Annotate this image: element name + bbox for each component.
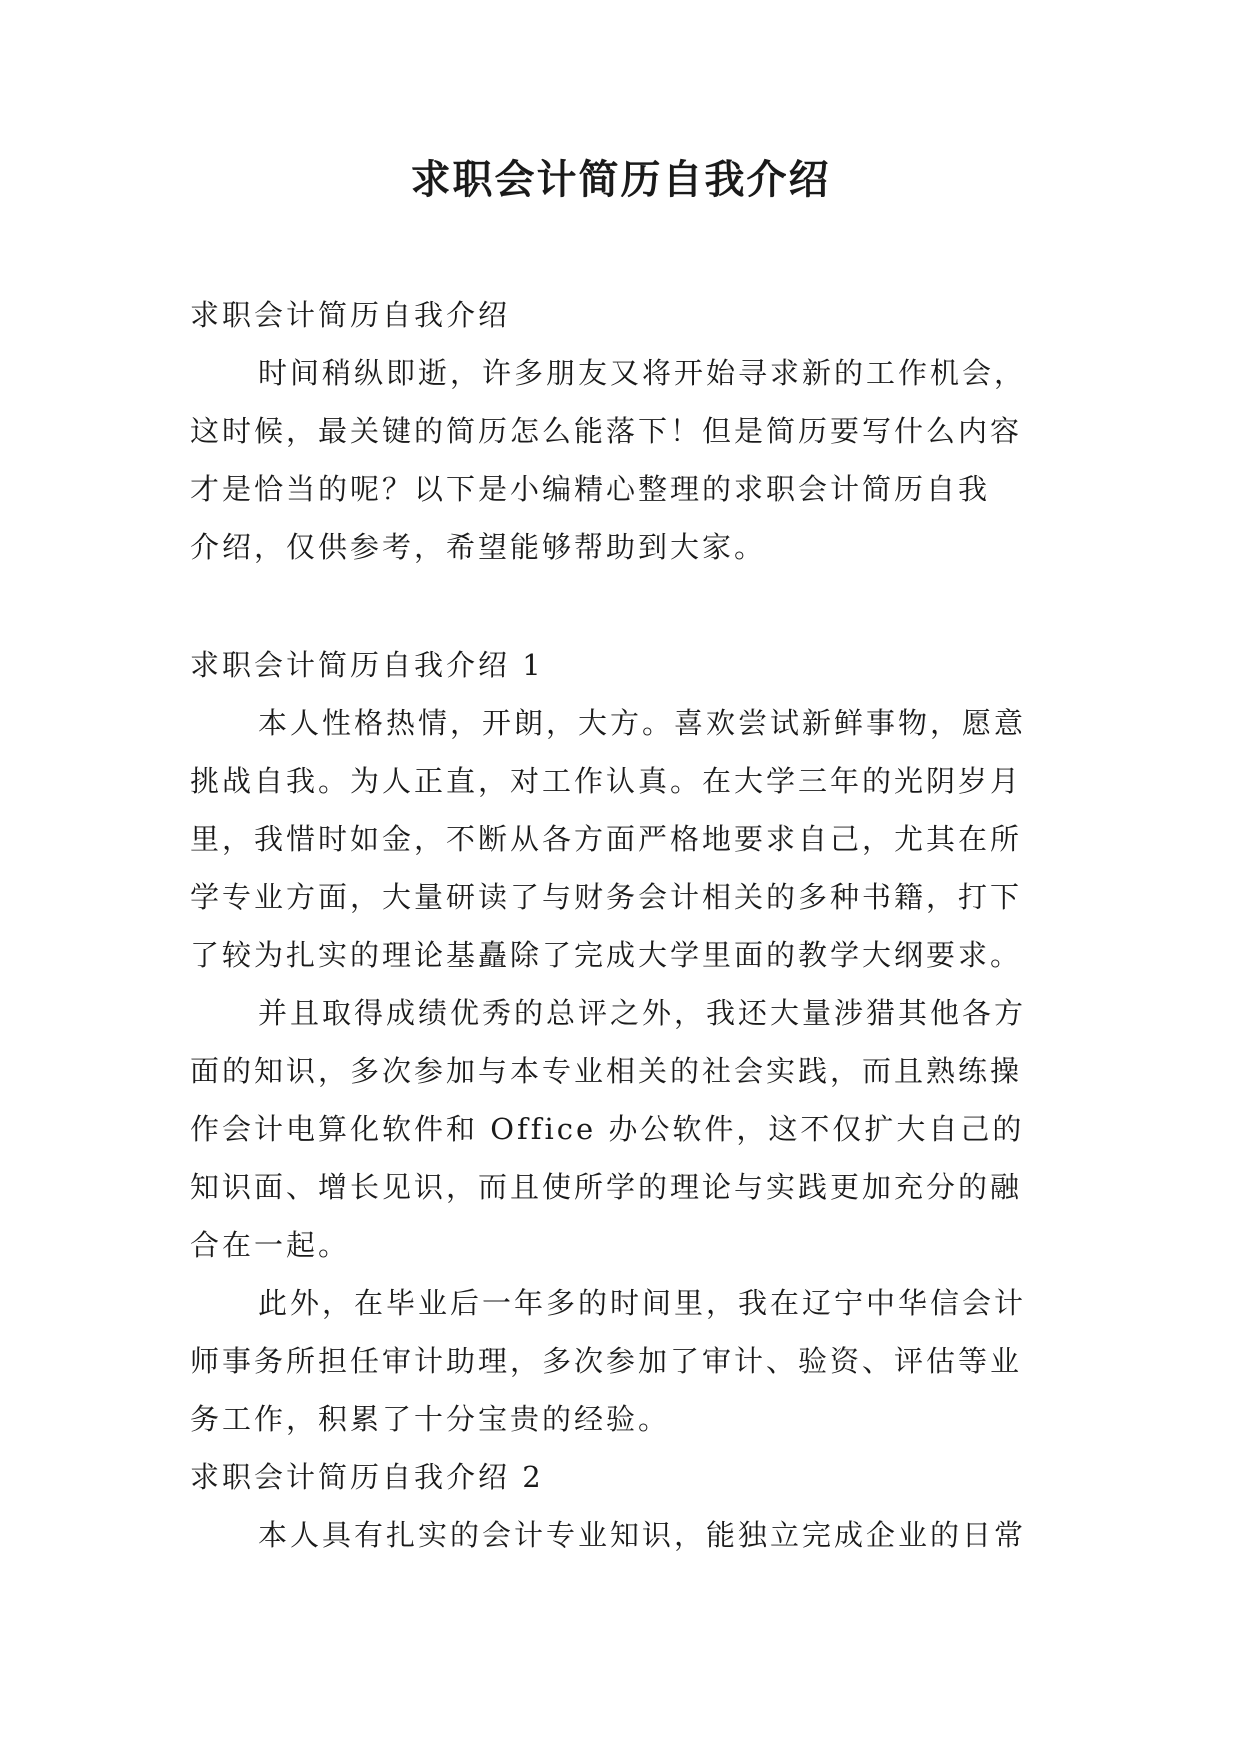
paragraph-line: 时间稍纵即逝，许多朋友又将开始寻求新的工作机会， <box>258 356 1027 390</box>
paragraph-line: 本人具有扎实的会计专业知识，能独立完成企业的日常 <box>258 1518 1027 1552</box>
section-heading: 求职会计简历自我介绍 1 <box>190 648 544 682</box>
paragraph-line: 师事务所担任审计助理，多次参加了审计、验资、评估等业 <box>190 1344 1023 1378</box>
paragraph-line: 本人性格热情，开朗，大方。喜欢尝试新鲜事物，愿意 <box>258 706 1027 740</box>
paragraph-line: 务工作，积累了十分宝贵的经验。 <box>190 1402 671 1436</box>
section-spacer <box>190 576 1070 636</box>
paragraph-line: 介绍，仅供参考，希望能够帮助到大家。 <box>190 530 767 564</box>
paragraph-line: 面的知识，多次参加与本专业相关的社会实践，而且熟练操 <box>190 1054 1023 1088</box>
paragraph <box>190 1506 1070 1564</box>
paragraph <box>190 694 1070 984</box>
paragraph-line: 合在一起。 <box>190 1228 351 1262</box>
paragraph-line: 里，我惜时如金，不断从各方面严格地要求自己，尤其在所 <box>190 822 1023 856</box>
document-title: 求职会计简历自我介绍 <box>410 157 831 203</box>
paragraph-line: 学专业方面，大量研读了与财务会计相关的多种书籍，打下 <box>190 880 1023 914</box>
paragraph-line: 知识面、增长见识，而且使所学的理论与实践更加充分的融 <box>190 1170 1023 1204</box>
document-body <box>190 286 1070 1564</box>
paragraph-line: 这时候，最关键的简历怎么能落下！但是简历要写什么内容 <box>190 414 1023 448</box>
paragraph <box>190 984 1070 1274</box>
paragraph-line: 才是恰当的呢？以下是小编精心整理的求职会计简历自我 <box>190 472 991 506</box>
paragraph-line: 了较为扎实的理论基矗除了完成大学里面的教学大纲要求。 <box>190 938 1023 972</box>
section-heading: 求职会计简历自我介绍 <box>190 298 511 332</box>
paragraph <box>190 344 1070 576</box>
paragraph-line: 并且取得成绩优秀的总评之外，我还大量涉猎其他各方 <box>258 996 1027 1030</box>
paragraph <box>190 1274 1070 1448</box>
paragraph-line: 作会计电算化软件和 Office 办公软件，这不仅扩大自己的 <box>190 1112 1025 1146</box>
section-heading: 求职会计简历自我介绍 2 <box>190 1460 544 1494</box>
paragraph-line: 挑战自我。为人正直，对工作认真。在大学三年的光阴岁月 <box>190 764 1023 798</box>
paragraph-line: 此外，在毕业后一年多的时间里，我在辽宁中华信会计 <box>258 1286 1027 1320</box>
